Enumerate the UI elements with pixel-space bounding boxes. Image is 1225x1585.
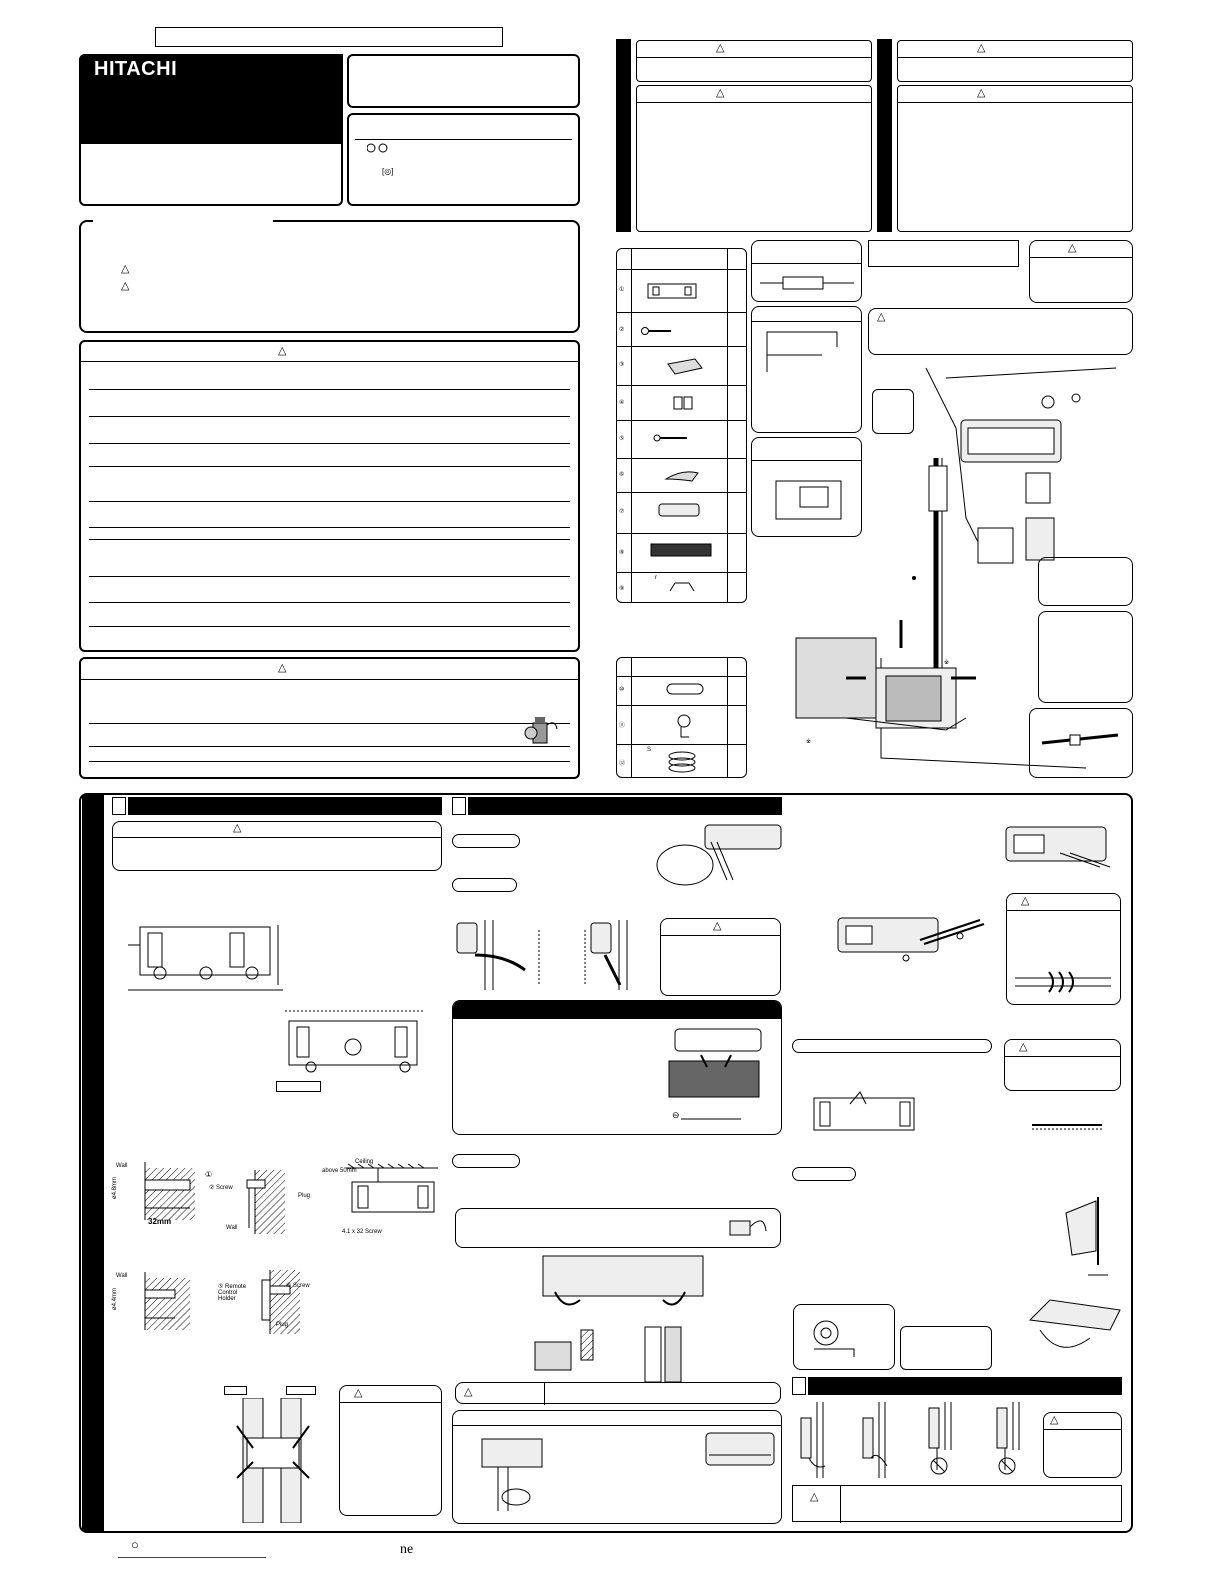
item-number: ④ [619, 400, 625, 406]
asterisk-mark: ※ [806, 739, 812, 745]
screw-drawing [641, 326, 681, 336]
warning-triangle-icon: △ [877, 311, 886, 323]
detail-circle-box [793, 1304, 895, 1370]
screw-label: ② Screw [209, 1185, 233, 1191]
band-drawing [662, 467, 702, 485]
note-box-small [900, 1326, 992, 1370]
indoor-unit-top-drawing [1000, 823, 1120, 873]
callout-number: ① [205, 1170, 213, 1179]
notice-4 [897, 85, 1133, 232]
screw-spec-label: 4.1 x 32 Screw [342, 1229, 382, 1235]
warning-triangle-icon: △ [354, 1387, 363, 1399]
wall-drill-diagram-1 [115, 1160, 200, 1225]
mounting-plate-drawing [647, 281, 697, 303]
caution-footer-bar [792, 1485, 1122, 1522]
warning-triangle-icon: △ [121, 280, 130, 292]
caution-box-drain [1043, 1412, 1122, 1478]
fastener-drawing [804, 1313, 864, 1363]
caution-box-wrap [1006, 893, 1121, 1005]
warning-triangle-icon: △ [278, 662, 287, 674]
note-box [455, 1208, 781, 1248]
item-number: ② [619, 327, 625, 333]
side-bar-2 [877, 39, 892, 232]
ref-icon: [◎] [382, 167, 394, 176]
hose-connection-drawing [525, 1252, 725, 1387]
pill-label [452, 878, 517, 892]
warning-triangle-icon: △ [278, 345, 287, 357]
item-number: ⑥ [619, 472, 625, 478]
hand-drawing [724, 1211, 769, 1243]
warning-triangle-icon: △ [121, 263, 130, 275]
warning-triangle-icon: △ [1050, 1414, 1059, 1426]
warning-triangle-icon: △ [977, 87, 986, 99]
warning-triangle-icon: △ [1068, 242, 1077, 254]
drain-elbow-drawing [669, 711, 699, 741]
item-number: ⑧ [619, 550, 625, 556]
caution-box-step1 [112, 821, 442, 871]
info-box [868, 240, 1019, 267]
warning-triangle-icon: △ [1019, 1041, 1028, 1053]
pill-label [452, 1154, 520, 1168]
footer-fragment: ne [400, 1542, 414, 1557]
model-box [79, 54, 343, 206]
drill-dia-label: ø4.8mm [112, 1176, 119, 1200]
item-number: ⑤ [619, 436, 625, 442]
intro-box [79, 220, 580, 333]
brand-logo: HITACHI [94, 58, 178, 80]
warning-triangle-icon: △ [1021, 895, 1030, 907]
accessories-table [616, 248, 747, 603]
item-letter: S [647, 747, 652, 753]
callout-box-2 [1038, 611, 1133, 703]
notice-2 [636, 85, 872, 232]
plate-hook-drawing [810, 1090, 920, 1145]
cap-drawing [665, 682, 705, 696]
pipe-drawing [758, 273, 858, 295]
drain-section [452, 1410, 782, 1524]
caution-box-mount [1004, 1039, 1121, 1091]
notice-3 [897, 40, 1133, 82]
recycle-icon [521, 711, 561, 751]
item-number: ③ [619, 362, 625, 368]
wrap-drawing [1013, 966, 1113, 996]
minus-circle-icon: ⊖ [672, 1110, 680, 1120]
wall-drill-diagram-2 [115, 1270, 195, 1335]
pipe-hole-diagram [225, 1398, 325, 1523]
caution-bar [455, 1382, 781, 1404]
ceiling-label: Ceiling [355, 1159, 374, 1165]
clip-drawing [667, 579, 697, 597]
legend-box [347, 113, 580, 206]
warning-triangle-icon: △ [233, 822, 242, 834]
battery-drawing [672, 394, 696, 412]
label-box [286, 1386, 316, 1395]
notice-1 [636, 40, 872, 82]
top-header-box [155, 27, 503, 47]
step-header-2 [452, 797, 782, 815]
remote-holder-label: ⑤ Remote Control Holder [218, 1284, 247, 1302]
pipe-routing-drawings [455, 915, 655, 995]
asterisk-mark: ※ [944, 660, 950, 666]
pill-label [452, 834, 520, 848]
callout-box-3 [1029, 708, 1133, 778]
notice-box [347, 54, 580, 108]
callout-box-1 [1038, 557, 1133, 606]
circle-icon [367, 143, 389, 153]
indoor-unit-pipe-drawing [655, 820, 785, 895]
mounting-plate-diagram [118, 915, 293, 1005]
wall-label: Wall [116, 1163, 128, 1169]
caution-box-small [1029, 240, 1133, 303]
item-number: ⑪ [619, 723, 626, 729]
plug-label: Plug [276, 1322, 289, 1328]
indoor-unit-side-drawing [830, 910, 990, 980]
bottom-side-bar [82, 795, 104, 1531]
drain-slope-drawings [795, 1400, 1040, 1480]
caution-box-piping [660, 918, 781, 996]
hook-detail-drawing [1030, 1115, 1105, 1135]
item-number: ⑩ [619, 687, 625, 693]
unit-tilt-drawing [1058, 1195, 1123, 1285]
plug-label: Plug [298, 1193, 311, 1199]
footer-circle-mark: ○ [131, 1537, 139, 1552]
clearance-label: above 50mm [322, 1168, 357, 1174]
warning-triangle-icon: △ [716, 87, 725, 99]
pill-label-wide [792, 1039, 992, 1053]
unit-bottom-drawing [1010, 1290, 1125, 1370]
caution-section [79, 657, 580, 779]
filter-drawing [649, 541, 713, 559]
caution-box-wide [868, 308, 1133, 355]
plug-screw-diagram [205, 1168, 315, 1238]
remote-holder-drawing [665, 356, 705, 378]
pipe-box [751, 240, 862, 302]
drill-dia-label: ø4.4mm [112, 1287, 119, 1311]
warning-section [79, 340, 580, 652]
drain-drawing [468, 1431, 558, 1521]
side-bar-1 [616, 39, 631, 232]
pipe-joint-drawing [1040, 729, 1120, 753]
wall-label: Wall [226, 1225, 238, 1231]
warning-triangle-icon: △ [716, 42, 725, 54]
item-number: ① [619, 287, 625, 293]
wall-label: Wall [116, 1273, 128, 1279]
caution-box-hole [339, 1385, 442, 1516]
remote-control-drawing [657, 501, 703, 519]
cushion-drawing [667, 750, 697, 776]
step-header-1 [112, 797, 442, 815]
wood-screw-drawing [653, 433, 693, 443]
wall-hole-box [872, 389, 914, 434]
accessories-table-2 [616, 657, 747, 778]
front-panel-section [452, 1000, 782, 1135]
pill-label [792, 1167, 856, 1181]
screw-label: ⑥ Screw [286, 1283, 310, 1289]
item-number: ⑫ [619, 761, 626, 767]
indoor-unit-drawing [703, 1429, 778, 1471]
warning-triangle-icon: △ [464, 1386, 473, 1398]
item-number: ⑨ [619, 586, 625, 592]
label-box [224, 1386, 247, 1395]
depth-label: 32mm [148, 1217, 172, 1226]
label-box [276, 1081, 321, 1092]
step-header-3 [792, 1377, 1122, 1395]
item-letter: r [655, 575, 657, 581]
warning-triangle-icon: △ [810, 1491, 819, 1503]
warning-triangle-icon: △ [977, 42, 986, 54]
footer-link-line[interactable] [118, 1557, 266, 1558]
warning-triangle-icon: △ [713, 920, 722, 932]
item-number: ⑦ [619, 509, 625, 515]
